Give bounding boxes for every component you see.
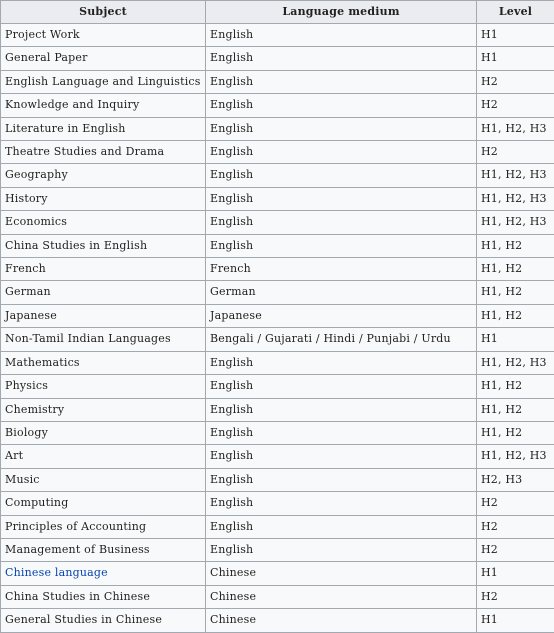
language-medium-cell: English xyxy=(206,351,477,374)
language-medium-cell: English xyxy=(206,515,477,538)
language-medium-cell: English xyxy=(206,468,477,491)
subject-cell: Chemistry xyxy=(1,398,206,421)
table-row xyxy=(1,585,554,608)
table-row xyxy=(1,609,554,632)
level-cell: H1, H2, H3 xyxy=(477,164,554,187)
table-row xyxy=(1,492,554,515)
language-medium-cell: English xyxy=(206,70,477,93)
subject-cell: Non-Tamil Indian Languages xyxy=(1,328,206,351)
subject-cell: China Studies in Chinese xyxy=(1,585,206,608)
subject-cell: French xyxy=(1,258,206,281)
language-medium-cell: English xyxy=(206,117,477,140)
level-cell: H2 xyxy=(477,94,554,117)
language-medium-cell: English xyxy=(206,187,477,210)
language-medium-cell: English xyxy=(206,421,477,444)
table-row xyxy=(1,421,554,444)
table-row xyxy=(1,538,554,561)
table-row xyxy=(1,281,554,304)
subject-cell: Japanese xyxy=(1,304,206,327)
header-level[interactable]: Level xyxy=(477,1,554,24)
level-cell: H1, H2, H3 xyxy=(477,117,554,140)
subject-cell: Physics xyxy=(1,375,206,398)
table-row xyxy=(1,117,554,140)
table-row xyxy=(1,234,554,257)
subject-cell: English Language and Linguistics xyxy=(1,70,206,93)
level-cell: H1, H2 xyxy=(477,421,554,444)
subject-cell: Art xyxy=(1,445,206,468)
level-cell: H2, H3 xyxy=(477,468,554,491)
level-cell: H1, H2 xyxy=(477,258,554,281)
language-medium-cell: Chinese xyxy=(206,585,477,608)
language-medium-cell: English xyxy=(206,94,477,117)
level-cell: H1 xyxy=(477,24,554,47)
level-cell: H1 xyxy=(477,328,554,351)
subject-cell: Geography xyxy=(1,164,206,187)
language-medium-cell: English xyxy=(206,445,477,468)
level-cell: H1, H2 xyxy=(477,375,554,398)
table-row xyxy=(1,141,554,164)
subject-cell: China Studies in English xyxy=(1,234,206,257)
subject-cell: Project Work xyxy=(1,24,206,47)
language-medium-cell: Japanese xyxy=(206,304,477,327)
subject-cell: Mathematics xyxy=(1,351,206,374)
subject-cell: General Paper xyxy=(1,47,206,70)
language-medium-cell: English xyxy=(206,234,477,257)
subject-cell: German xyxy=(1,281,206,304)
table-body xyxy=(1,24,554,633)
table-header-row xyxy=(1,1,554,24)
language-medium-cell: English xyxy=(206,375,477,398)
level-cell: H1 xyxy=(477,47,554,70)
level-cell: H2 xyxy=(477,492,554,515)
subject-cell: Principles of Accounting xyxy=(1,515,206,538)
level-cell: H1, H2, H3 xyxy=(477,351,554,374)
table-row xyxy=(1,187,554,210)
subject-cell: Music xyxy=(1,468,206,491)
language-medium-cell: Bengali / Gujarati / Hindi / Punjabi / Urdu xyxy=(206,328,477,351)
subject-cell: Biology xyxy=(1,421,206,444)
table-row xyxy=(1,468,554,491)
level-cell: H1, H2 xyxy=(477,304,554,327)
level-cell: H2 xyxy=(477,141,554,164)
language-medium-cell: French xyxy=(206,258,477,281)
level-cell: H2 xyxy=(477,538,554,561)
subject-cell: Theatre Studies and Drama xyxy=(1,141,206,164)
language-medium-cell: English xyxy=(206,47,477,70)
language-medium-cell: English xyxy=(206,164,477,187)
table-row xyxy=(1,258,554,281)
table-row xyxy=(1,445,554,468)
table-row xyxy=(1,70,554,93)
table-row xyxy=(1,328,554,351)
table-row xyxy=(1,515,554,538)
subject-cell: Economics xyxy=(1,211,206,234)
language-medium-cell: Chinese xyxy=(206,562,477,585)
level-cell: H1, H2 xyxy=(477,281,554,304)
table-row xyxy=(1,94,554,117)
table-row xyxy=(1,398,554,421)
table-row xyxy=(1,375,554,398)
language-medium-cell: English xyxy=(206,492,477,515)
header-subject[interactable]: Subject xyxy=(1,1,206,24)
level-cell: H1, H2, H3 xyxy=(477,187,554,210)
language-medium-cell: English xyxy=(206,211,477,234)
subject-cell: Computing xyxy=(1,492,206,515)
level-cell: H1, H2 xyxy=(477,234,554,257)
table-row xyxy=(1,351,554,374)
language-medium-cell: English xyxy=(206,398,477,421)
table-row xyxy=(1,164,554,187)
language-medium-cell: English xyxy=(206,24,477,47)
subject-cell: Literature in English xyxy=(1,117,206,140)
language-medium-cell: German xyxy=(206,281,477,304)
table-row xyxy=(1,562,554,585)
language-medium-cell: Chinese xyxy=(206,609,477,632)
level-cell: H2 xyxy=(477,515,554,538)
language-medium-cell: English xyxy=(206,538,477,561)
header-language-medium[interactable]: Language medium xyxy=(206,1,477,24)
subject-cell: Management of Business xyxy=(1,538,206,561)
table-row xyxy=(1,304,554,327)
subject-cell: Knowledge and Inquiry xyxy=(1,94,206,117)
level-cell: H2 xyxy=(477,70,554,93)
language-medium-cell: English xyxy=(206,141,477,164)
subject-cell: History xyxy=(1,187,206,210)
table-row xyxy=(1,211,554,234)
subject-cell: General Studies in Chinese xyxy=(1,609,206,632)
level-cell: H1, H2, H3 xyxy=(477,445,554,468)
level-cell: H2 xyxy=(477,585,554,608)
table-row xyxy=(1,47,554,70)
level-cell: H1 xyxy=(477,562,554,585)
subject-cell-link[interactable]: Chinese language xyxy=(1,562,206,585)
table-row xyxy=(1,24,554,47)
level-cell: H1, H2 xyxy=(477,398,554,421)
level-cell: H1, H2, H3 xyxy=(477,211,554,234)
level-cell: H1 xyxy=(477,609,554,632)
